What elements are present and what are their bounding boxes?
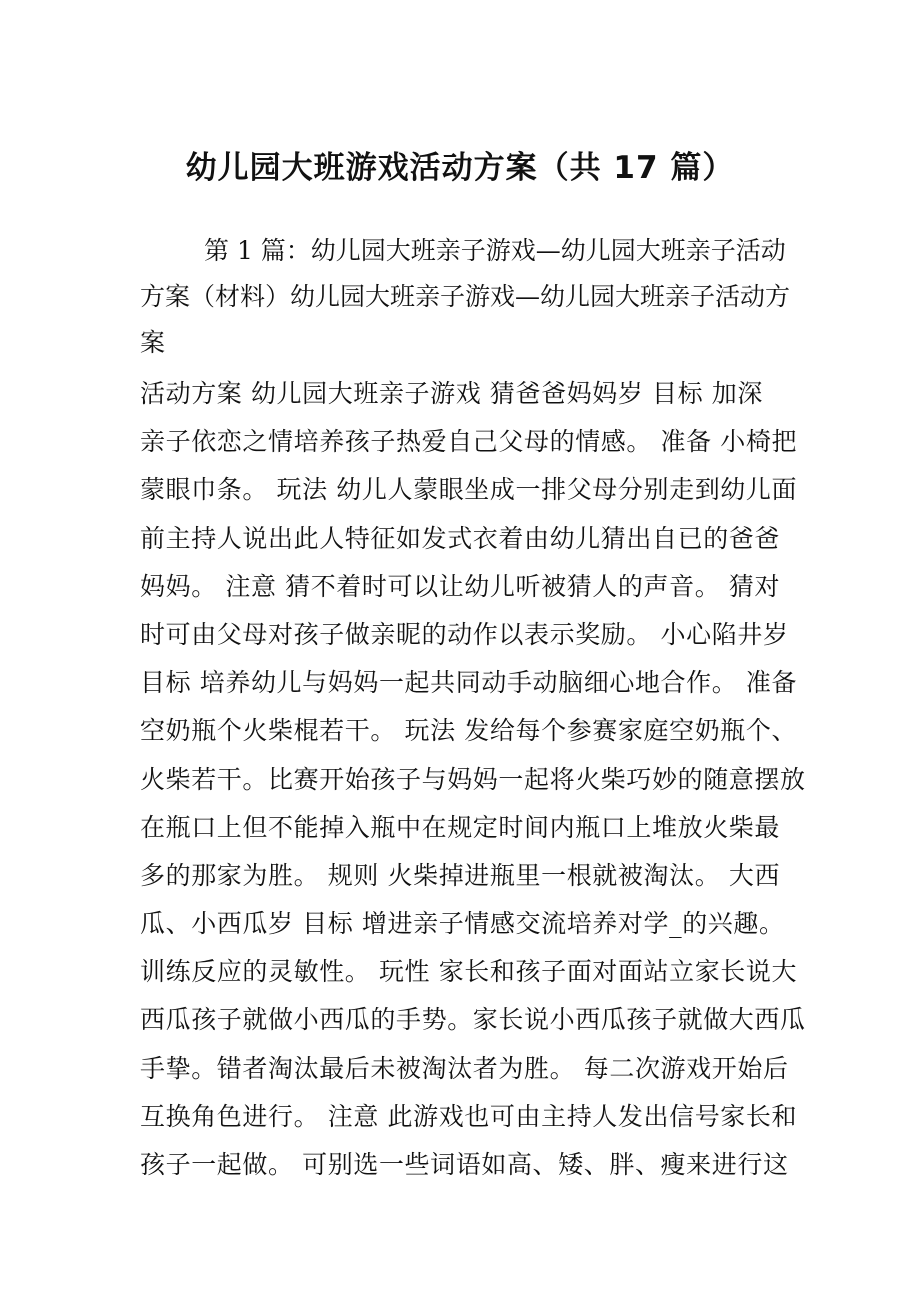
- body-line: 前主持人说出此人特征如发式衣着由幼儿猜出自已的爸爸: [140, 523, 781, 553]
- body-line: 西瓜孩子就做小西瓜的手势。家长说小西瓜孩子就做大西瓜: [140, 1005, 806, 1035]
- body-line: 瓜、小西瓜岁 目标 增进亲子情感交流培养对学_的兴趣。: [140, 909, 785, 939]
- body-line: 训练反应的灵敏性。 玩性 家长和孩子面对面站立家长说大: [140, 957, 798, 987]
- document-title: 幼儿园大班游戏活动方案（共 17 篇）: [185, 150, 735, 186]
- body-line: 火柴若干。比赛开始孩子与妈妈一起将火柴巧妙的随意摆放: [140, 764, 806, 794]
- body-line: 互换角色进行。 注意 此游戏也可由主持人发出信号家长和: [140, 1101, 798, 1131]
- intro-line: 案: [140, 328, 166, 357]
- body-line: 蒙眼巾条。 玩法 幼儿人蒙眼坐成一排父母分别走到幼儿面: [140, 475, 798, 505]
- intro-line: 方案（材料）幼儿园大班亲子游戏—幼儿园大班亲子活动方: [140, 282, 791, 311]
- body-line: 孩子一起做。 可别选一些词语如高、矮、胖、瘦来进行这: [140, 1150, 789, 1179]
- body-line: 空奶瓶个火柴棍若干。 玩法 发给每个参赛家庭空奶瓶个、: [140, 716, 798, 746]
- body-line: 妈妈。 注意 猜不着时可以让幼儿听被猜人的声音。 猜对: [140, 571, 781, 601]
- body-line: 在瓶口上但不能掉入瓶中在规定时间内瓶口上堆放火柴最: [140, 812, 781, 842]
- body-line: 多的那家为胜。 规则 火柴掉进瓶里一根就被淘汰。 大西: [140, 860, 781, 890]
- body-line: 目标 培养幼儿与妈妈一起共同动手动脑细心地合作。 准备: [140, 668, 798, 698]
- body-line: 亲子依恋之情培养孩子热爱自己父母的情感。 准备 小椅把: [140, 427, 798, 457]
- intro-paragraph: [140, 228, 800, 366]
- intro-line: 第 1 篇：幼儿园大班亲子游戏—幼儿园大班亲子活动: [204, 236, 786, 265]
- body-line: 时可由父母对孩子做亲昵的动作以表示奖励。 小心陷井岁: [140, 619, 789, 649]
- body-line: 活动方案 幼儿园大班亲子游戏 猜爸爸妈妈岁 目标 加深: [140, 379, 763, 408]
- body-line: 手挚。错者淘汰最后未被淘汰者为胜。 每二次游戏开始后: [140, 1053, 789, 1083]
- body-paragraph: [140, 370, 806, 1189]
